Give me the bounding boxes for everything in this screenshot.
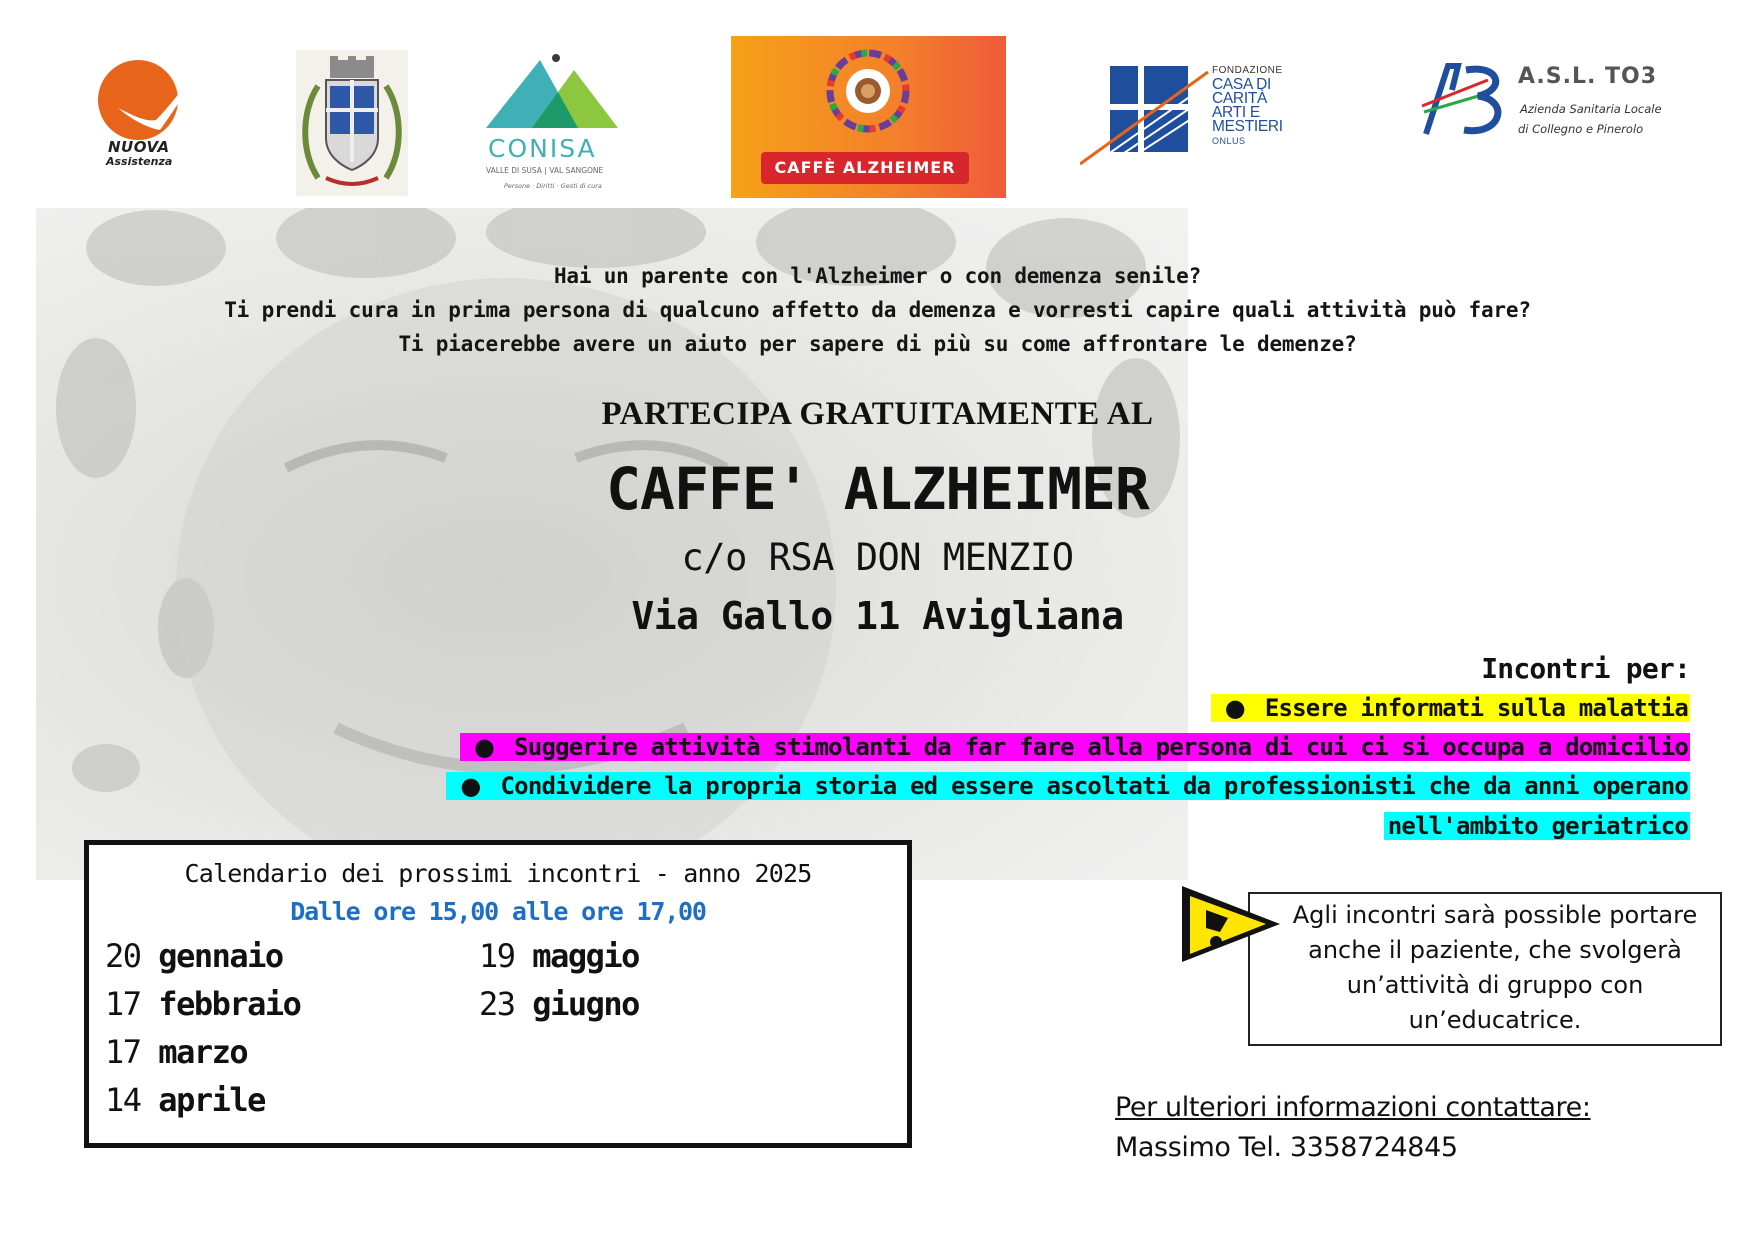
coffee-cup-icon: [825, 48, 911, 134]
date-month: febbraio: [158, 985, 301, 1023]
incontri-item-1-text: Essere informati sulla malattia: [1264, 694, 1688, 722]
intro-question-2: Ti prendi cura in prima persona di qualcuno affetto da demenza e vorresti capire quali attività può fare?: [224, 298, 1531, 322]
date-day: 23: [479, 985, 515, 1023]
fondazione-onlus: ONLUS: [1212, 136, 1246, 146]
fondazione-line3: ARTI E: [1212, 104, 1260, 121]
asl-mark-icon: [1418, 60, 1510, 138]
calendar-date: [105, 1081, 265, 1119]
logo-fondazione-casa-di-carita: [1080, 64, 1300, 168]
incontri-item-3: [446, 772, 1690, 800]
date-month: aprile: [158, 1081, 265, 1119]
bullet-icon: ●: [474, 733, 495, 761]
mountains-icon: [482, 52, 622, 132]
fondazione-line4: MESTIERI: [1212, 118, 1283, 135]
warning-note: Agli incontri sarà possible portare anche il paziente, che svolgerà un’attività di gruppo con un’educatrice.: [1248, 892, 1722, 1046]
conisa-tagline: Persone · Diritti · Gesti di cura: [504, 182, 602, 190]
fondazione-mark-icon: [1080, 64, 1212, 168]
date-month: maggio: [532, 937, 639, 975]
calendar-date: [105, 1033, 247, 1071]
calendar-date: [479, 985, 639, 1023]
calendar-date: [105, 985, 300, 1023]
partecipa-heading: PARTECIPA GRATUITAMENTE AL: [601, 396, 1154, 432]
check-icon: [112, 56, 212, 146]
logo-caffe-alzheimer: [731, 36, 1006, 198]
warning-icon: [1176, 868, 1284, 968]
asl-subtitle-2: di Collegno e Pinerolo: [1518, 122, 1644, 136]
date-day: 20: [105, 937, 141, 975]
venue-address: Via Gallo 11 Avigliana: [631, 594, 1124, 638]
date-month: marzo: [158, 1033, 248, 1071]
bullet-icon: ●: [460, 772, 481, 800]
bullet-icon: ●: [1224, 694, 1245, 722]
conisa-name: CONISA: [488, 134, 597, 163]
nuova-label: NUOVA: [108, 138, 170, 156]
calendar-date: [479, 937, 639, 975]
fondazione-text: [1212, 64, 1283, 148]
date-day: 17: [105, 1033, 141, 1071]
date-day: 19: [479, 937, 515, 975]
date-day: 14: [105, 1081, 141, 1119]
incontri-heading: Incontri per:: [1481, 652, 1690, 685]
date-day: 17: [105, 985, 141, 1023]
intro-question-1: Hai un parente con l'Alzheimer o con demenza senile?: [553, 264, 1202, 288]
venue-name: c/o RSA DON MENZIO: [681, 536, 1074, 579]
calendar-title: Calendario dei prossimi incontri - anno 2025: [184, 859, 812, 888]
logo-asl-to3: [1418, 60, 1668, 150]
logo-comune-stemma: [296, 50, 408, 196]
incontri-item-3-continued: nell'ambito geriatrico: [1384, 812, 1690, 840]
incontri-item-2: [460, 733, 1690, 761]
asl-subtitle-1: Azienda Sanitaria Locale: [1520, 102, 1662, 116]
fondazione-line1: CASA DI: [1212, 76, 1272, 93]
date-month: gennaio: [158, 937, 283, 975]
assistenza-label: Assistenza: [106, 155, 173, 168]
calendar-box: [84, 840, 912, 1148]
date-month: giugno: [532, 985, 639, 1023]
fondazione-line2: CARITÀ: [1212, 90, 1268, 107]
incontri-item-3-text: Condividere la propria storia ed essere ascoltati da professionisti che da anni operano: [500, 772, 1688, 800]
coat-of-arms-icon: [296, 50, 408, 196]
incontri-item-1: [1211, 694, 1690, 722]
incontri-item-2-text: Suggerire attività stimolanti da far fare alla persona di cui ci si occupa a domicilio: [514, 733, 1688, 761]
intro-question-3: Ti piacerebbe avere un aiuto per sapere di più su come affrontare le demenze?: [398, 332, 1357, 356]
logo-nuova-assistenza: [92, 56, 202, 176]
conisa-sub: VALLE DI SUSA | VAL SANGONE: [486, 166, 604, 175]
caffe-label: CAFFÈ ALZHEIMER: [761, 152, 969, 184]
event-title: CAFFE' ALZHEIMER: [606, 455, 1149, 523]
fondazione-small: FONDAZIONE: [1212, 65, 1283, 76]
calendar-date: [105, 937, 283, 975]
logo-conisa: [482, 52, 622, 200]
asl-title: A.S.L. TO3: [1518, 64, 1658, 89]
contact-heading: Per ulteriori informazioni contattare:: [1115, 1092, 1591, 1123]
calendar-hours: Dalle ore 15,00 alle ore 17,00: [290, 897, 706, 926]
contact-phone: Massimo Tel. 3358724845: [1115, 1132, 1458, 1163]
